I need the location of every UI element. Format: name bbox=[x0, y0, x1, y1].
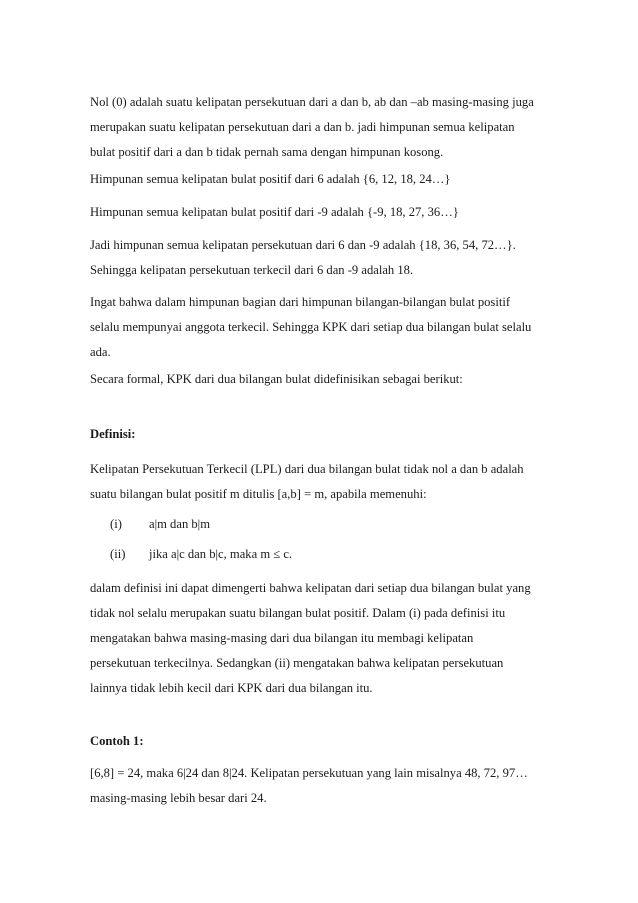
paragraph-line: ada. bbox=[90, 345, 111, 359]
definition-heading: Definisi: bbox=[90, 427, 136, 441]
paragraph-line: bulat positif dari a dan b tidak pernah sama dengan himpunan kosong. bbox=[90, 145, 444, 159]
paragraph-line: Himpunan semua kelipatan bulat positif dari 6 adalah {6, 12, 18, 24…} bbox=[90, 172, 451, 186]
paragraph-line: lainnya tidak lebih kecil dari KPK dari dua bilangan itu. bbox=[90, 681, 373, 695]
paragraph-line: dalam definisi ini dapat dimengerti bahwa kelipatan dari setiap dua bilangan bulat yang bbox=[90, 581, 531, 595]
condition-number: (ii) bbox=[110, 547, 126, 561]
paragraph-line: Jadi himpunan semua kelipatan persekutuan dari 6 dan -9 adalah {18, 36, 54, 72…}. bbox=[90, 238, 516, 252]
paragraph-line: suatu bilangan bulat positif m ditulis [a,b] = m, apabila memenuhi: bbox=[90, 487, 427, 501]
paragraph-line: persekutuan terkecilnya. Sedangkan (ii) mengatakan bahwa kelipatan persekutuan bbox=[90, 656, 504, 670]
paragraph-line: Nol (0) adalah suatu kelipatan persekutuan dari a dan b, ab dan –ab masing-masing juga bbox=[90, 95, 534, 109]
paragraph-line: merupakan suatu kelipatan persekutuan dari a dan b. jadi himpunan semua kelipatan bbox=[90, 120, 515, 134]
paragraph-line: [6,8] = 24, maka 6|24 dan 8|24. Kelipatan persekutuan yang lain misalnya 48, 72, 97… bbox=[90, 766, 528, 780]
condition-text: jika a|c dan b|c, maka m ≤ c. bbox=[149, 547, 293, 561]
paragraph-line: mengatakan bahwa masing-masing dari dua bilangan itu membagi kelipatan bbox=[90, 631, 474, 645]
paragraph-line: Ingat bahwa dalam himpunan bagian dari himpunan bilangan-bilangan bulat positif bbox=[90, 295, 511, 309]
paragraph-line: selalu mempunyai anggota terkecil. Sehingga KPK dari setiap dua bilangan bulat selalu bbox=[90, 320, 532, 334]
paragraph-line: masing-masing lebih besar dari 24. bbox=[90, 791, 267, 805]
paragraph-line: Kelipatan Persekutuan Terkecil (LPL) dari dua bilangan bulat tidak nol a dan b adalah bbox=[90, 462, 524, 476]
paragraph-line: Secara formal, KPK dari dua bilangan bulat didefinisikan sebagai berikut: bbox=[90, 372, 463, 386]
paragraph-line: tidak nol selalu merupakan suatu bilangan bulat positif. Dalam (i) pada definisi itu bbox=[90, 606, 506, 620]
paragraph-line: Sehingga kelipatan persekutuan terkecil dari 6 dan -9 adalah 18. bbox=[90, 263, 414, 277]
condition-text: a|m dan b|m bbox=[149, 517, 211, 531]
example-heading: Contoh 1: bbox=[90, 734, 144, 748]
paragraph-line: Himpunan semua kelipatan bulat positif dari -9 adalah {-9, 18, 27, 36…} bbox=[90, 205, 459, 219]
condition-number: (i) bbox=[110, 517, 122, 531]
